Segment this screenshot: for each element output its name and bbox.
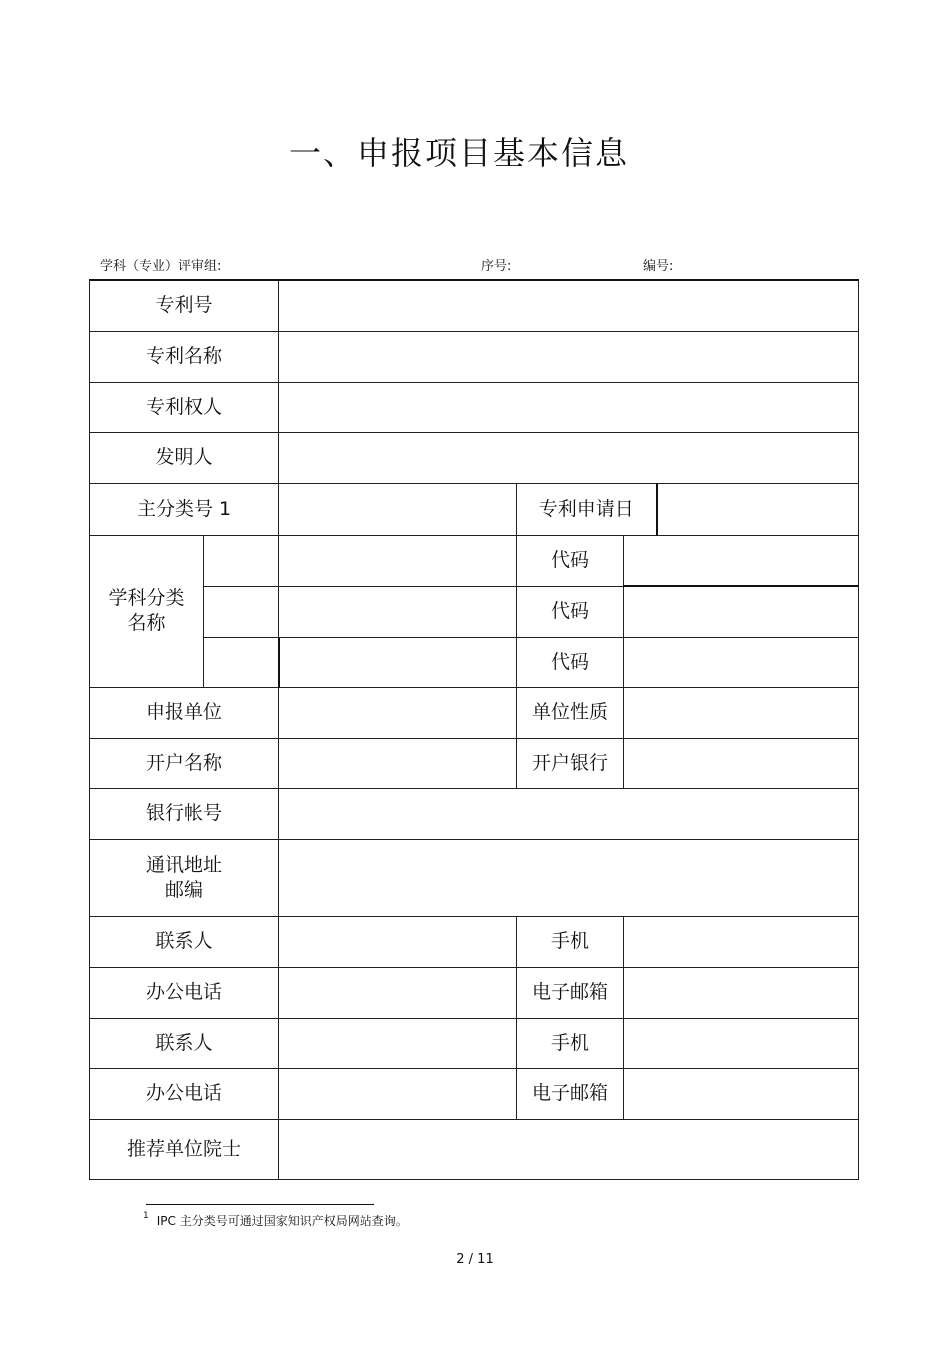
patent-no-label: 专利号 <box>90 280 279 331</box>
unit-nature-label: 单位性质 <box>517 687 624 738</box>
recommend-label: 推荐单位院士 <box>90 1119 279 1179</box>
email-field-2[interactable] <box>624 1068 859 1119</box>
contact-label-2: 联系人 <box>90 1018 279 1068</box>
footnote <box>143 1212 408 1229</box>
footnote-marker: 1 <box>143 1211 149 1221</box>
discipline-name-field-3[interactable] <box>204 637 279 687</box>
code-label-2: 代码 <box>517 586 624 637</box>
bank-field[interactable] <box>624 738 859 788</box>
code-field-3[interactable] <box>624 637 859 687</box>
mobile-label-1: 手机 <box>517 916 624 967</box>
mobile-label-2: 手机 <box>517 1018 624 1068</box>
discipline-label <box>90 535 204 687</box>
discipline-label-line2: 名称 <box>127 612 166 634</box>
discipline-name-field-1[interactable] <box>204 535 279 586</box>
number-label: 编号: <box>643 259 674 274</box>
bank-label: 开户银行 <box>517 738 624 788</box>
code-field-2[interactable] <box>624 586 859 637</box>
email-label-2: 电子邮箱 <box>517 1068 624 1119</box>
office-phone-field-1[interactable] <box>279 967 517 1018</box>
discipline-name-field-3b[interactable] <box>279 637 517 687</box>
mobile-field-1[interactable] <box>624 916 859 967</box>
code-label-3: 代码 <box>517 637 624 687</box>
discipline-name-field-1b[interactable] <box>279 535 517 586</box>
patent-no-field[interactable] <box>279 280 859 331</box>
apply-date-field[interactable] <box>657 483 859 535</box>
office-phone-field-2[interactable] <box>279 1068 517 1119</box>
contact-field-1[interactable] <box>279 916 517 967</box>
discipline-name-field-2[interactable] <box>204 586 279 637</box>
patentee-label: 专利权人 <box>90 382 279 432</box>
address-label <box>90 839 279 916</box>
page-title: 一、申报项目基本信息 <box>288 134 629 172</box>
basic-info-table <box>89 279 859 1180</box>
contact-label-1: 联系人 <box>90 916 279 967</box>
page-number: 2 / 11 <box>456 1252 494 1267</box>
code-field-1[interactable] <box>624 535 859 586</box>
inventor-label: 发明人 <box>90 432 279 483</box>
unit-nature-field[interactable] <box>624 687 859 738</box>
address-label-line1: 通讯地址 <box>146 853 223 876</box>
inventor-field[interactable] <box>279 432 859 483</box>
apply-date-label: 专利申请日 <box>517 483 657 535</box>
address-field[interactable] <box>279 839 859 916</box>
subject-group-label: 学科（专业）评审组: <box>100 259 222 274</box>
footnote-rule <box>146 1204 374 1205</box>
applicant-unit-field[interactable] <box>279 687 517 738</box>
account-name-field[interactable] <box>279 738 517 788</box>
contact-field-2[interactable] <box>279 1018 517 1068</box>
address-label-line2: 邮编 <box>165 878 204 901</box>
email-field-1[interactable] <box>624 967 859 1018</box>
recommend-field[interactable] <box>279 1119 859 1179</box>
email-label-1: 电子邮箱 <box>517 967 624 1018</box>
patent-name-label: 专利名称 <box>90 331 279 382</box>
main-class-label: 主分类号 1 <box>90 483 279 535</box>
patent-name-field[interactable] <box>279 331 859 382</box>
patentee-field[interactable] <box>279 382 859 432</box>
account-name-label: 开户名称 <box>90 738 279 788</box>
bank-account-label: 银行帐号 <box>90 788 279 839</box>
code-label-1: 代码 <box>517 535 624 586</box>
discipline-name-field-2b[interactable] <box>279 586 517 637</box>
office-phone-label-2: 办公电话 <box>90 1068 279 1119</box>
bank-account-field[interactable] <box>279 788 859 839</box>
discipline-label-line1: 学科分类 <box>108 587 185 610</box>
sequence-label: 序号: <box>481 259 512 274</box>
office-phone-label-1: 办公电话 <box>90 967 279 1018</box>
footnote-text: IPC 主分类号可通过国家知识产权局网站查询。 <box>156 1214 408 1228</box>
main-class-field[interactable] <box>279 483 517 535</box>
applicant-unit-label: 申报单位 <box>90 687 279 738</box>
mobile-field-2[interactable] <box>624 1018 859 1068</box>
